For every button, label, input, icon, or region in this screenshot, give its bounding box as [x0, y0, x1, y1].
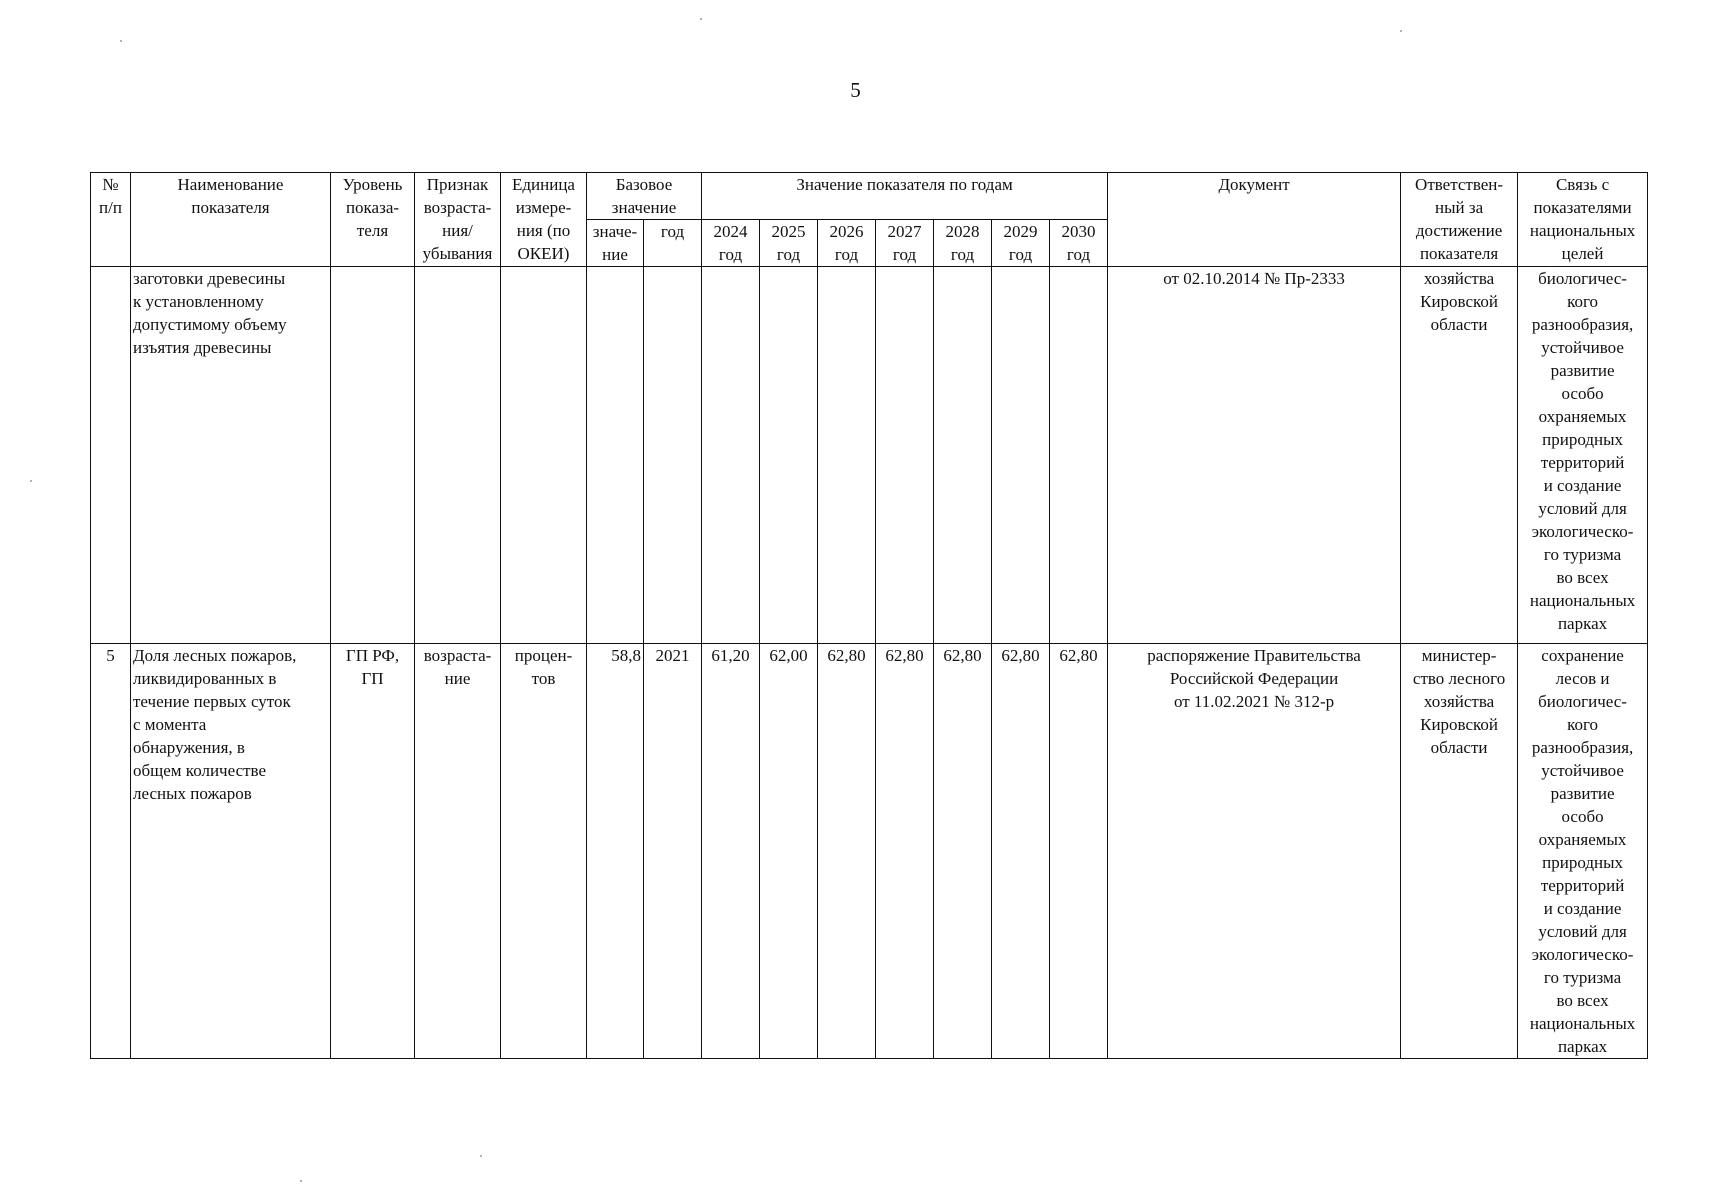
header-level	[331, 173, 415, 267]
text-line: разнообразия,	[1531, 315, 1634, 334]
text-line: целей	[1561, 244, 1604, 263]
cell-year-2028	[934, 267, 992, 644]
table-row	[91, 644, 1648, 1059]
text-line: го туризма	[1543, 545, 1622, 564]
text-line: допустимому объему	[133, 315, 287, 334]
header-year-2029	[992, 220, 1050, 267]
cell-year-2025	[760, 267, 818, 644]
text-line: заготовки древесины	[133, 269, 286, 288]
text-line: Связь с	[1555, 175, 1610, 194]
text-line: условий для	[1538, 499, 1627, 518]
scan-speck	[700, 18, 702, 20]
text-line: обнаружения, в	[133, 738, 245, 757]
cell-num	[91, 267, 131, 644]
text-line: показателями	[1533, 198, 1632, 217]
text-line: значение	[611, 198, 677, 217]
text-line: год	[776, 245, 801, 264]
text-line: убывания	[422, 244, 493, 263]
text-line: Кировской	[1420, 715, 1499, 734]
text-line: го туризма	[1543, 968, 1622, 987]
header-base-year	[644, 220, 702, 267]
cell-year-2025: 62,00	[760, 644, 818, 1059]
text-line: к установленному	[133, 292, 264, 311]
text-line: особо	[1561, 384, 1604, 403]
text-line: во всех	[1556, 991, 1609, 1010]
header-link	[1518, 173, 1648, 267]
header-base-value	[587, 220, 644, 267]
text-line: год	[718, 245, 743, 264]
cell-year-2024: 61,20	[702, 644, 760, 1059]
text-line: экологическо-	[1531, 945, 1634, 964]
cell-base-value: 58,8	[587, 644, 644, 1059]
text-line: год	[950, 245, 975, 264]
text-line: Признак	[426, 175, 489, 194]
text-line: хозяйства	[1423, 692, 1495, 711]
text-line: ГП РФ,	[345, 646, 400, 665]
text-line: особо	[1561, 807, 1604, 826]
text-line: развитие	[1550, 361, 1615, 380]
text-line: сохранение	[1541, 646, 1624, 665]
text-line: лесных пожаров	[133, 784, 252, 803]
text-line: национальных	[1529, 1014, 1636, 1033]
text-line: теля	[356, 221, 389, 240]
scan-speck	[480, 1155, 482, 1157]
header-year-2025	[760, 220, 818, 267]
text-line: развитие	[1550, 784, 1615, 803]
header-name	[131, 173, 331, 267]
text-line: биологичес-	[1538, 692, 1627, 711]
cell-num: 5	[91, 644, 131, 1059]
text-line: Кировской	[1420, 292, 1499, 311]
header-trend	[415, 173, 501, 267]
text-line: год	[660, 222, 685, 241]
text-line: 2026	[829, 222, 864, 241]
header-year-2026	[818, 220, 876, 267]
text-line: Доля лесных пожаров,	[133, 646, 297, 665]
header-num	[91, 173, 131, 267]
text-line: 2025	[771, 222, 806, 241]
text-line: ния/	[442, 221, 473, 240]
cell-year-2026: 62,80	[818, 644, 876, 1059]
text-line: кого	[1567, 292, 1599, 311]
text-line: Наименование	[177, 175, 284, 194]
header-year-2024	[702, 220, 760, 267]
cell-year-2029	[992, 267, 1050, 644]
text-line: с момента	[133, 715, 207, 734]
cell-year-2029: 62,80	[992, 644, 1050, 1059]
cell-document	[1108, 267, 1401, 644]
text-line: Базовое	[615, 175, 673, 194]
text-line: ство лесного	[1412, 669, 1506, 688]
text-line: 2027	[887, 222, 922, 241]
cell-trend	[415, 644, 501, 1059]
text-line: №	[102, 175, 119, 194]
text-line: парках	[1557, 1037, 1608, 1056]
text-line: показателя	[1419, 244, 1499, 263]
text-line: Российской Федерации	[1169, 669, 1339, 688]
header-unit	[501, 173, 587, 267]
text-line: и создание	[1543, 476, 1622, 495]
cell-name	[131, 644, 331, 1059]
cell-level	[331, 644, 415, 1059]
text-line: процен-	[514, 646, 573, 665]
header-year-2030	[1050, 220, 1108, 267]
scan-speck	[30, 480, 32, 482]
header-years-group: Значение показателя по годам	[702, 173, 1108, 220]
text-line: 2024	[713, 222, 748, 241]
text-line: кого	[1567, 715, 1599, 734]
cell-link	[1518, 644, 1648, 1059]
text-line: устойчивое	[1541, 338, 1624, 357]
text-line: ния (по	[516, 221, 571, 240]
header-base	[587, 173, 702, 220]
text-line: 2028	[945, 222, 980, 241]
cell-unit	[501, 267, 587, 644]
cell-responsible	[1401, 644, 1518, 1059]
text-line: ГП	[361, 669, 384, 688]
cell-year-2030: 62,80	[1050, 644, 1108, 1059]
header-year-2027	[876, 220, 934, 267]
header-year-2028	[934, 220, 992, 267]
text-line: Уровень	[342, 175, 403, 194]
text-line: и создание	[1543, 899, 1622, 918]
page-number: 5	[850, 78, 861, 102]
text-line: возраста-	[423, 198, 492, 217]
text-line: год	[1008, 245, 1033, 264]
text-line: 2029	[1003, 222, 1038, 241]
cell-responsible	[1401, 267, 1518, 644]
text-line: охраняемых	[1538, 830, 1627, 849]
text-line: биологичес-	[1538, 269, 1627, 288]
text-line: устойчивое	[1541, 761, 1624, 780]
text-line: возраста-	[423, 646, 492, 665]
text-line: лесов и	[1555, 669, 1610, 688]
text-line: п/п	[99, 198, 122, 217]
text-line: министер-	[1421, 646, 1497, 665]
scan-speck	[300, 1180, 302, 1182]
text-line: общем количестве	[133, 761, 267, 780]
cell-year-2024	[702, 267, 760, 644]
cell-level	[331, 267, 415, 644]
text-line: изъятия древесины	[133, 338, 272, 357]
cell-base-year	[644, 267, 702, 644]
text-line: национальных	[1529, 591, 1636, 610]
text-line: охраняемых	[1538, 407, 1627, 426]
text-line: тов	[531, 669, 556, 688]
text-line: измере-	[515, 198, 572, 217]
text-line: распоряжение Правительства	[1147, 646, 1361, 665]
text-line: течение первых суток	[133, 692, 291, 711]
text-line: природных	[1542, 853, 1623, 872]
scan-speck	[120, 40, 122, 42]
text-line: парках	[1557, 614, 1608, 633]
text-line: условий для	[1538, 922, 1627, 941]
text-line: разнообразия,	[1531, 738, 1634, 757]
cell-unit	[501, 644, 587, 1059]
cell-link	[1518, 267, 1648, 644]
header-row-main	[91, 173, 1648, 220]
cell-base-year: 2021	[644, 644, 702, 1059]
text-line: 2030	[1061, 222, 1096, 241]
cell-year-2027	[876, 267, 934, 644]
cell-document	[1108, 644, 1401, 1059]
indicators-table	[90, 172, 1648, 1059]
text-line: достижение	[1415, 221, 1503, 240]
text-line: во всех	[1556, 568, 1609, 587]
text-line: экологическо-	[1531, 522, 1634, 541]
text-line: территорий	[1540, 453, 1625, 472]
text-line: год	[1066, 245, 1091, 264]
text-line: Единица	[512, 175, 575, 194]
text-line: показа-	[345, 198, 400, 217]
text-line: Ответствен-	[1415, 175, 1504, 194]
text-line: год	[834, 245, 859, 264]
text-line: ние	[602, 245, 628, 264]
text-line: ние	[444, 669, 471, 688]
header-responsible	[1401, 173, 1518, 267]
text-line: от 11.02.2021 № 312-р	[1173, 692, 1335, 711]
text-line: ликвидированных в	[133, 669, 277, 688]
text-line: природных	[1542, 430, 1623, 449]
text-line: год	[892, 245, 917, 264]
header-document: Документ	[1108, 173, 1401, 267]
cell-year-2028: 62,80	[934, 644, 992, 1059]
cell-year-2027: 62,80	[876, 644, 934, 1059]
text-line: области	[1430, 738, 1488, 757]
cell-base-value	[587, 267, 644, 644]
text-line: ОКЕИ)	[517, 244, 570, 263]
text-line: хозяйства	[1423, 269, 1495, 288]
text-line: ный за	[1434, 198, 1484, 217]
cell-year-2026	[818, 267, 876, 644]
text-line: территорий	[1540, 876, 1625, 895]
text-line: показателя	[191, 198, 270, 217]
cell-trend	[415, 267, 501, 644]
scan-speck	[1400, 30, 1402, 32]
text-line: от 02.10.2014 № Пр-2333	[1163, 269, 1345, 288]
cell-name	[131, 267, 331, 644]
text-line: национальных	[1529, 221, 1636, 240]
table-row	[91, 267, 1648, 644]
text-line: области	[1430, 315, 1488, 334]
cell-year-2030	[1050, 267, 1108, 644]
text-line: значе-	[592, 222, 638, 241]
